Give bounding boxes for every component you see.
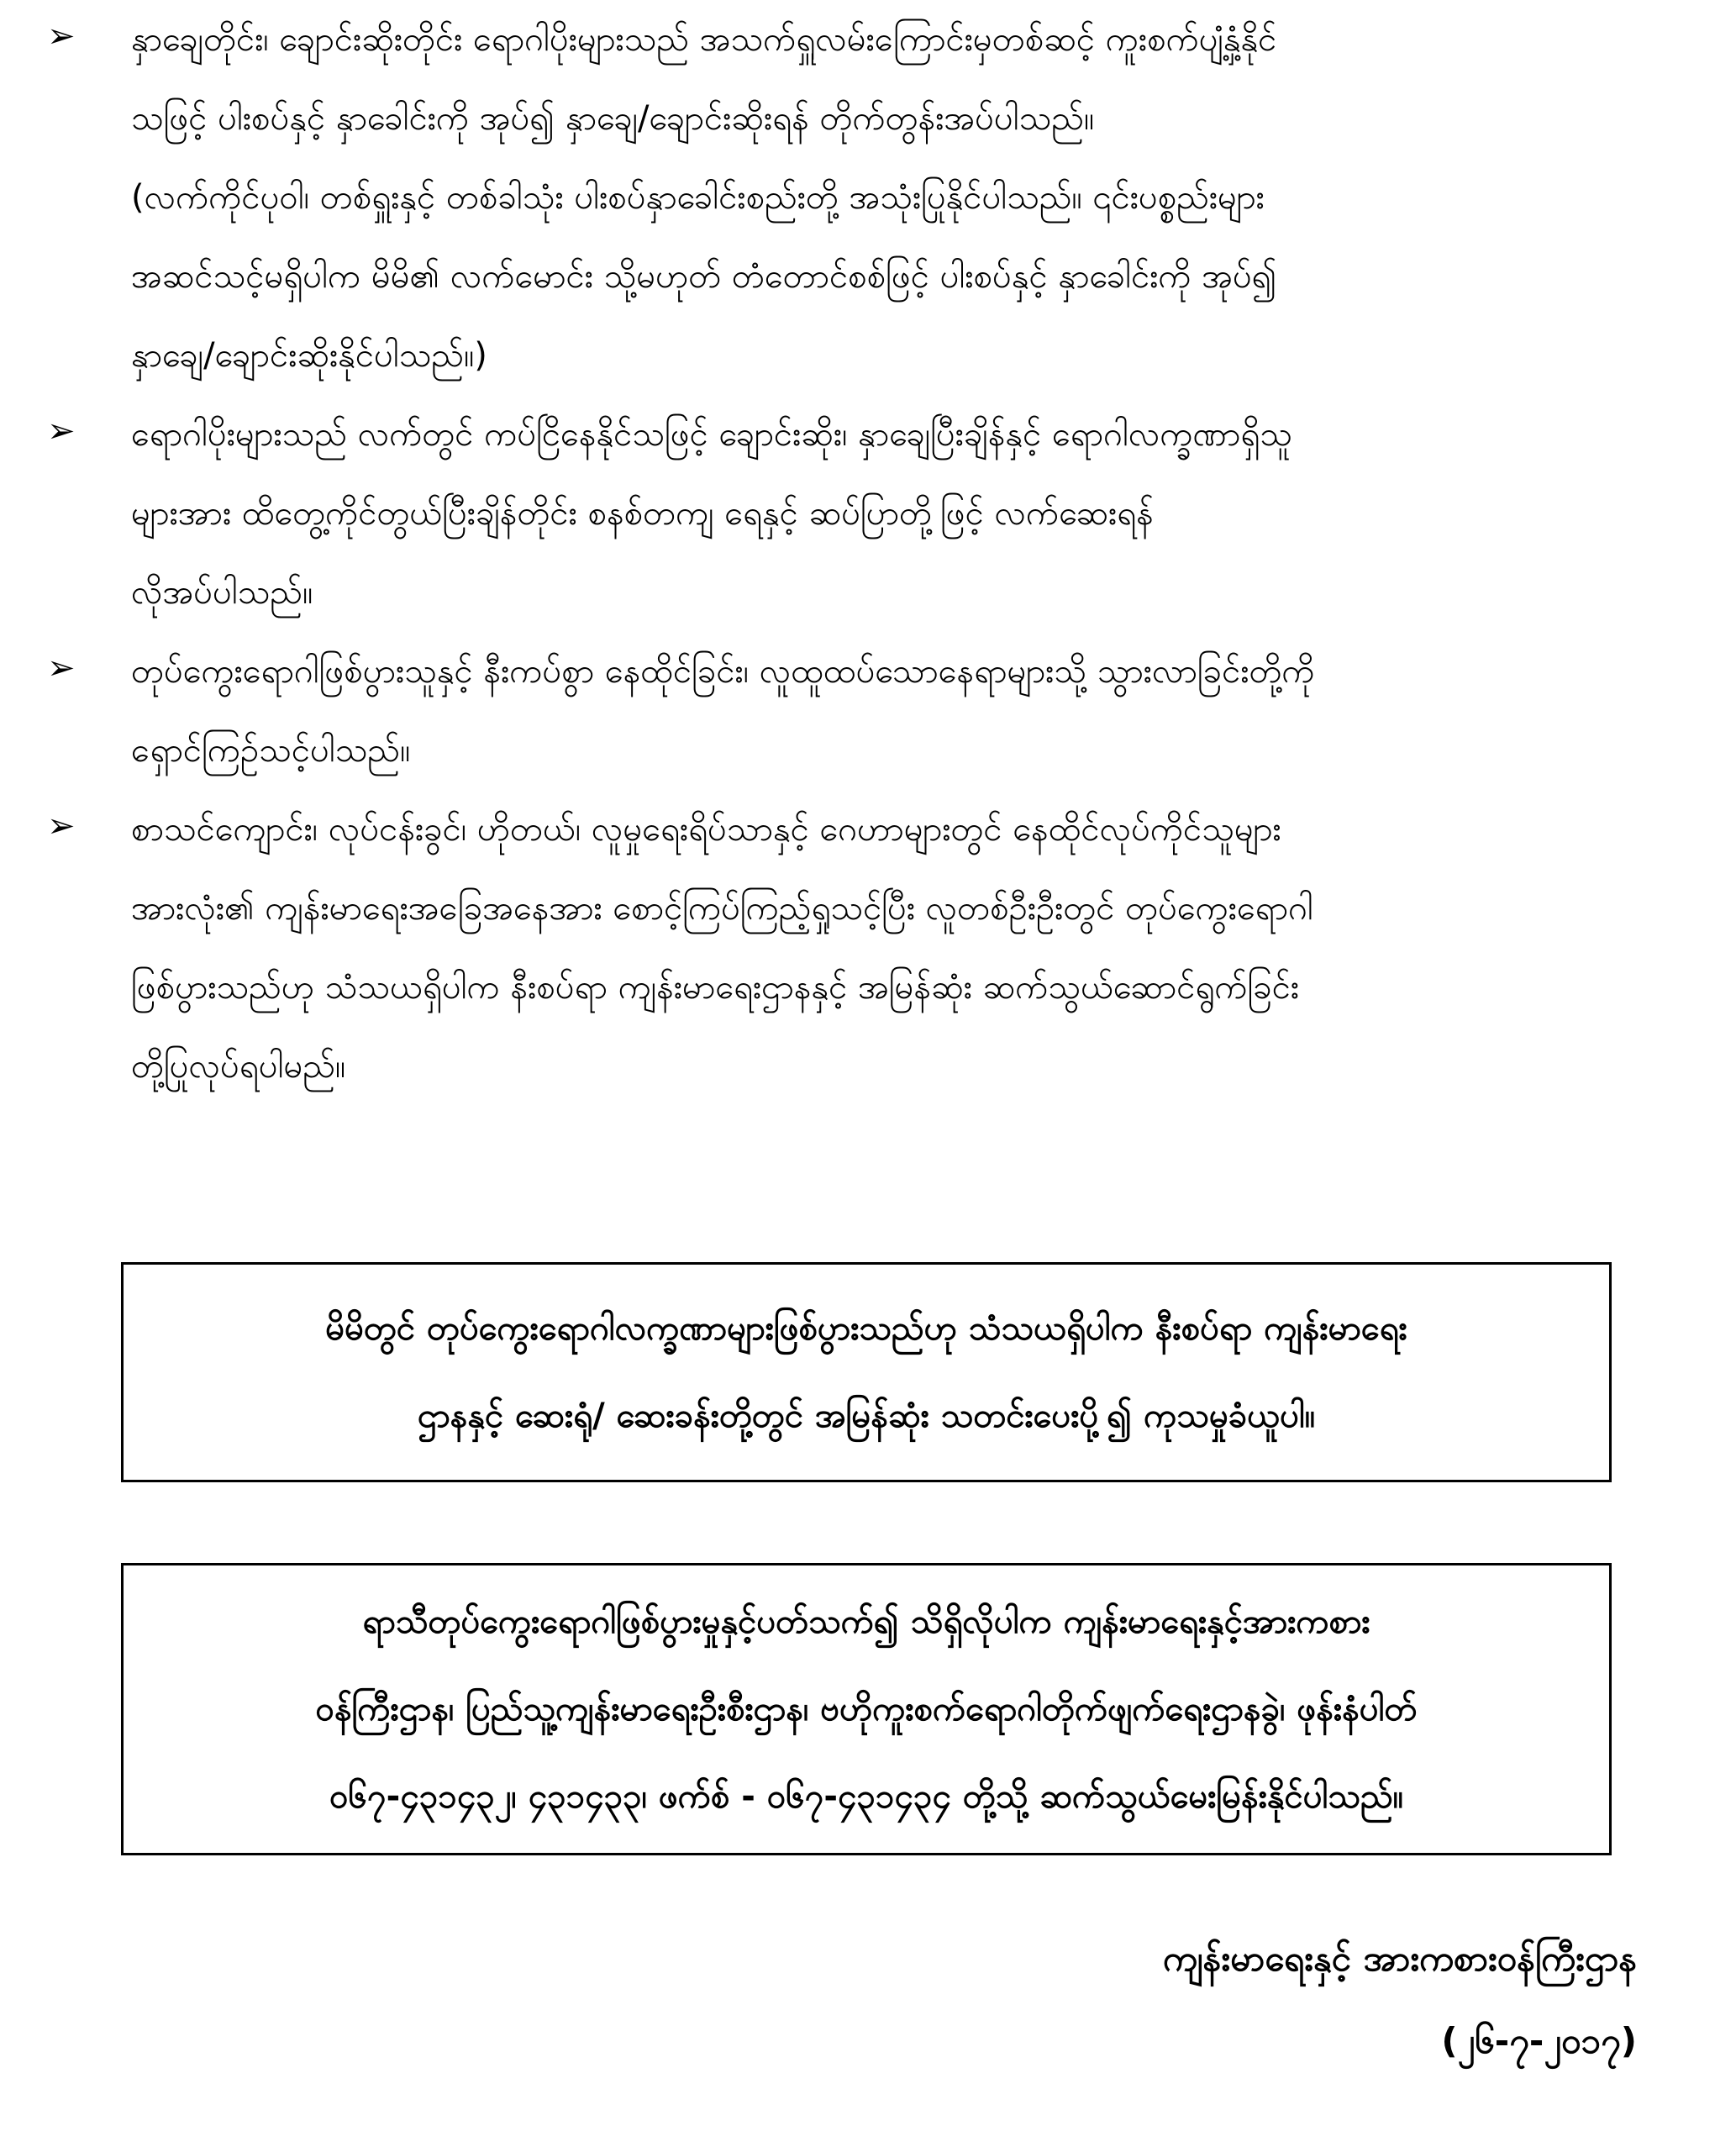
- arrow-bullet-icon: ➢: [47, 649, 76, 687]
- notice-box-contact: [121, 1563, 1612, 1855]
- bullet-item: [47, 0, 1635, 395]
- bullet-text: ရောဂါပိုးများသည် လက်တွင် ကပ်ငြိနေနိုင်သဖြင့် ချောင်းဆိုး၊ နှာချေပြီးချိန်နှင့် ရောဂါလက္ခဏာရှိသူ များအား ထိတွေ့ကိုင်တွယ်ပြီးချိန်တိုင်း စနစ်တကျ ရေနှင့် ဆပ်ပြာတို့ဖြင့် လက်ဆေးရန် လိုအပ်ပါသည်။: [131, 415, 1292, 612]
- arrow-bullet-icon: ➢: [47, 412, 76, 450]
- bullet-item: [47, 632, 1635, 790]
- arrow-bullet-icon: ➢: [47, 17, 76, 55]
- bullet-text: စာသင်ကျောင်း၊ လုပ်ငန်းခွင်၊ ဟိုတယ်၊ လူမှုရေးရိပ်သာနှင့် ဂေဟာများတွင် နေထိုင်လုပ်ကိုင်သူများ အားလုံး၏ ကျန်းမာရေးအခြေအနေအား စောင့်ကြပ်ကြည့်ရှုသင့်ပြီး လူတစ်ဦးဦးတွင် တုပ်ကွေးရောဂါ ဖြစ်ပွားသည်ဟု သံသယရှိပါက နီးစပ်ရာ ကျန်းမာရေးဌာနနှင့် အမြန်ဆုံး ဆက်သွယ်ဆောင်ရွက်ခြင်း တို့ပြုလုပ်ရပါမည်။: [131, 810, 1313, 1086]
- notice-box-text: မိမိတွင် တုပ်ကွေးရောဂါလက္ခဏာများဖြစ်ပွားသည်ဟု သံသယရှိပါက နီးစပ်ရာ ကျန်းမာရေး ဌာနနှင့် ဆေးရုံ/ ဆေးခန်းတို့တွင် အမြန်ဆုံး သတင်းပေးပို့၍ ကုသမှုခံယူပါ။: [325, 1309, 1407, 1435]
- ministry-name: ကျန်းမာရေးနှင့် အားကစားဝန်ကြီးဌာန: [1162, 1938, 1637, 1979]
- bullet-item: [47, 395, 1635, 632]
- bullet-list: [47, 0, 1635, 1106]
- notice-box-text: ရာသီတုပ်ကွေးရောဂါဖြစ်ပွားမှုနှင့်ပတ်သက်၍ သိရှိလိုပါက ကျန်းမာရေးနှင့်အားကစား ဝန်ကြီးဌာန၊ ပြည်သူ့ကျန်းမာရေးဦးစီးဌာန၊ ဗဟိုကူးစက်ရောဂါတိုက်ဖျက်ရေးဌာနခွဲ၊ ဖုန်းနံပါတ် ၀၆၇-၄၃၁၄၃၂၊ ၄၃၁၄၃၃၊ ဖက်စ် - ၀၆၇-၄၃၁၄၃၄ တို့သို့ ဆက်သွယ်မေးမြန်းနိုင်ပါသည်။: [315, 1602, 1418, 1816]
- bullet-text: နှာချေတိုင်း၊ ချောင်းဆိုးတိုင်း ရောဂါပိုးများသည် အသက်ရှူလမ်းကြောင်းမှတစ်ဆင့် ကူးစက်ပျံ့နှံ့နိုင် သဖြင့် ပါးစပ်နှင့် နှာခေါင်းကို အုပ်၍ နှာချေ/ချောင်းဆိုးရန် တိုက်တွန်းအပ်ပါသည်။ (လက်ကိုင်ပုဝါ၊ တစ်ရှူးနှင့် တစ်ခါသုံး ပါးစပ်နှာခေါင်းစည်းတို့ အသုံးပြုနိုင်ပါသည်။ ၎င်းပစ္စည်းများ အဆင်သင့်မရှိပါက မိမိ၏ လက်မောင်း သို့မဟုတ် တံတောင်စစ်ဖြင့် ပါးစပ်နှင့် နှာခေါင်းကို အုပ်၍ နှာချေ/ချောင်းဆိုးနိုင်ပါသည်။): [131, 20, 1277, 375]
- issue-date: (၂၆-၇-၂၀၁၇): [1441, 2020, 1637, 2061]
- bullet-text: တုပ်ကွေးရောဂါဖြစ်ပွားသူနှင့် နီးကပ်စွာ နေထိုင်ခြင်း၊ လူထူထပ်သောနေရာများသို့ သွားလာခြင်းတို့ကို ရှောင်ကြဉ်သင့်ပါသည်။: [131, 652, 1315, 770]
- arrow-bullet-icon: ➢: [47, 807, 76, 845]
- signature-block: [1163, 1918, 1637, 2082]
- notice-box-symptoms: [121, 1262, 1612, 1482]
- bullet-item: [47, 790, 1635, 1106]
